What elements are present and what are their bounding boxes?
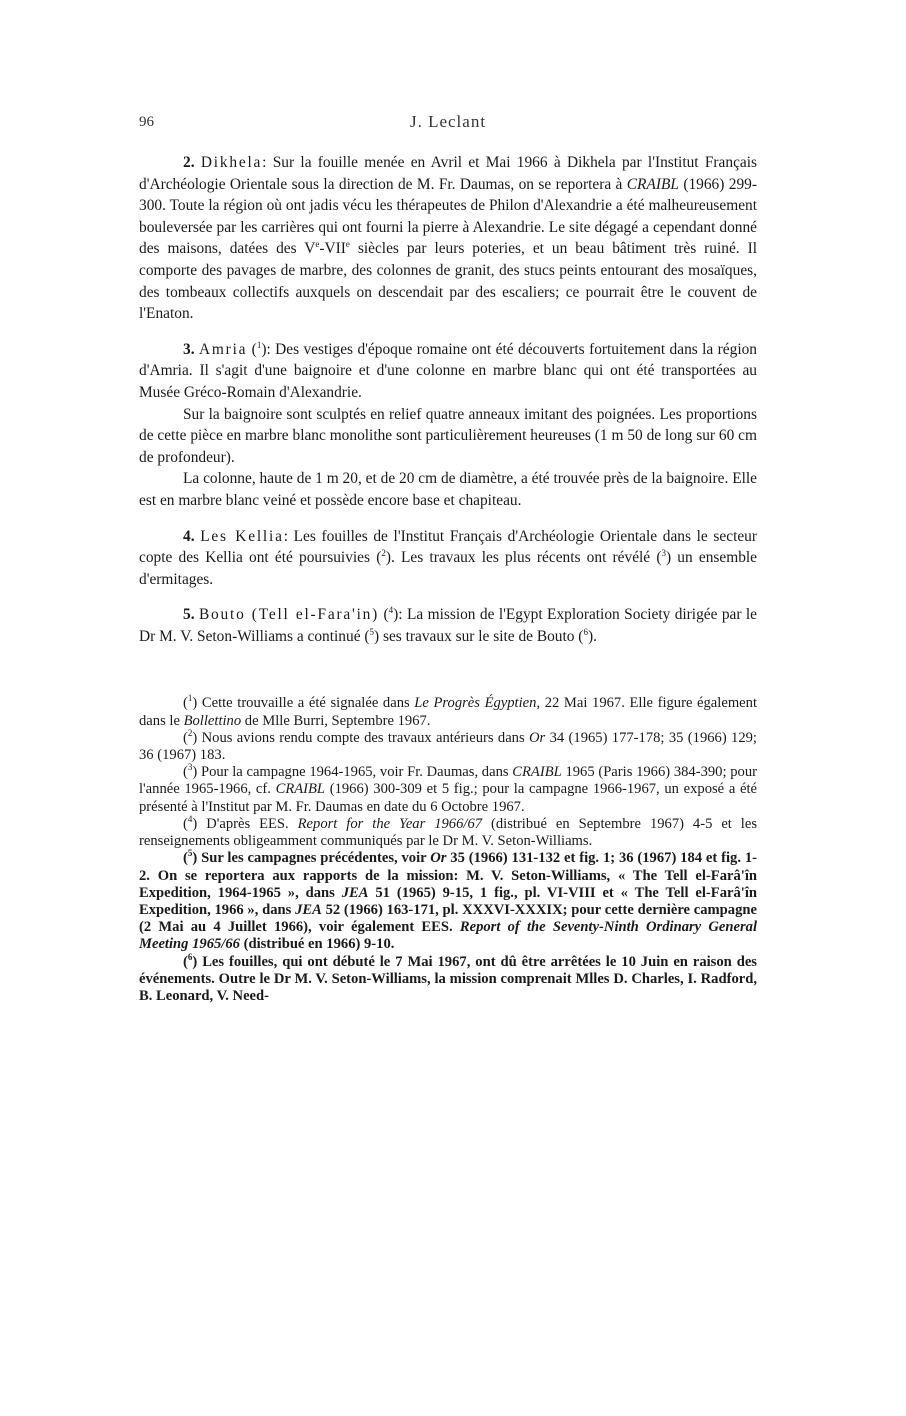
footnote-ref[interactable]: 1 <box>256 339 262 350</box>
page <box>139 110 757 1005</box>
footnote-ref[interactable]: 3 <box>661 547 666 558</box>
paragraph <box>139 526 757 591</box>
text-fragment: : Les fouilles de l'Institut Français d'Archéologie Orientale dans le secteur copte des Kellia ont été poursuivies ( <box>139 527 757 567</box>
section-place: Bouto (Tell el-Fara'in) <box>198 606 380 624</box>
text-fragment: 52 (1966) 163-171, pl. XXXVI-XXXIX; pour cette dernière campagne (2 Mai au 4 Juillet 1966), voir également EES. <box>139 901 757 936</box>
italic-title: Or <box>430 850 447 867</box>
text-fragment: siècles par leurs poteries, et un beau bâtiment très ruiné. Il comporte des pavages de marbre, des colonnes de granit, des stucs peints entourant des mosaïques, des tombeaux collectifs auxquels on descendait par des escaliers; ce pourrait être le couvent de l'Enaton. <box>139 240 758 323</box>
section-place: Les Kellia <box>200 527 284 545</box>
journal-title: CRAIBL <box>626 175 679 193</box>
superscript: e <box>345 239 350 250</box>
footnote-mark: 6 <box>187 951 193 962</box>
footnote-mark: 2 <box>187 728 193 739</box>
footnote-ref[interactable]: 5 <box>369 626 374 637</box>
paragraph: La colonne, haute de 1 m 20, et de 20 cm de diamètre, a été trouvée près de la baignoire. Elle est en marbre blanc veiné et possède encore base et chapiteau. <box>139 470 757 509</box>
running-head: J. Leclant <box>409 112 487 131</box>
text-fragment: ) un ensemble d'ermitages. <box>139 549 757 588</box>
text-fragment: 1965 (Paris 1966) 384-390; pour l'année 1965-1966, cf. <box>139 764 757 798</box>
section-number: 4. <box>183 527 195 545</box>
paragraph: Sur la baignoire sont sculptés en relief quatre anneaux imitant des poignées. Les proportions de cette pièce en marbre blanc monolithe sont particulièrement heureuses (1 m 50 de long sur 60 cm de profondeur). <box>139 405 757 466</box>
text-fragment: -VII <box>319 240 346 258</box>
text-fragment: (distribué en Septembre 1967) 4-5 et les renseignements obligeamment communiqués par le Dr M. V. Seton-Williams. <box>139 815 758 850</box>
page-number: 96 <box>139 114 154 130</box>
section-number: 5. <box>183 606 195 624</box>
section-number: 3. <box>183 340 195 358</box>
italic-title: JEA <box>295 901 322 918</box>
footnote-ref[interactable]: 4 <box>388 605 394 616</box>
text-fragment: D'après EES. <box>197 815 298 832</box>
footnote-mark: 5 <box>187 848 193 859</box>
footnote-2: ($^2$) Nous avions rendu compte des travaux antérieurs dans Or 34 (1965) 177-178; 35 (1966) 129; 36 (1967) 183. <box>139 728 757 764</box>
text-fragment: ). <box>587 627 597 645</box>
text-fragment: 34 (1965) 177-178; 35 (1966) 129; 36 (1967) 183. <box>139 729 757 764</box>
section-place: Dikhela <box>200 154 263 171</box>
text-fragment: Pour la campagne 1964-1965, voir Fr. Daumas, dans <box>197 764 513 781</box>
text-fragment: ( <box>379 606 389 624</box>
footnote-ref[interactable]: 6 <box>583 626 588 637</box>
text-fragment: : <box>262 154 273 171</box>
footnote-ref[interactable]: 2 <box>381 547 386 558</box>
page-header <box>139 110 757 140</box>
text-fragment: ) ses travaux sur le site de Bouto ( <box>374 627 584 645</box>
footnote-1: ($^1$) Cette trouvaille a été signalée dans Le Progrès Égyptien, 22 Mai 1967. Elle figure également dans le Bollettino de Mlle Burri, Septembre 1967. <box>139 693 757 729</box>
text-fragment: Les fouilles, qui ont débuté le 7 Mai 1967, ont dû être arrêtées le 10 Juin en raison des événements. Outre le Dr M. V. Seton-Williams, la mission comprenait Mlles D. Charles, I. Radford, B. Leonard, V. Need- <box>139 953 757 1004</box>
text-fragment: , 22 Mai 1967. Elle figure également dans le <box>139 695 757 729</box>
footnotes <box>139 695 757 1005</box>
text-fragment: 51 (1965) 9-15, 1 fig., pl. VI-VIII et « The Tell el-Farâ'în Expedition, 1966 », dans <box>139 884 757 918</box>
text-fragment: Nous avions rendu compte des travaux antérieurs dans <box>197 729 530 746</box>
section-kellia <box>139 526 757 591</box>
text-fragment: : Des vestiges d'époque romaine ont été découverts fortuitement dans la région d'Amria. Il s'agit d'une baignoire et d'une colonne en marbre blanc qui ont été transportées au Musée Gréco-Romain d'Alexandrie. <box>139 340 757 401</box>
section-bouto <box>139 604 757 647</box>
footnote-6: ($^6$) Les fouilles, qui ont débuté le 7 Mai 1967, ont dû être arrêtées le 10 Juin en raison des événements. Outre le Dr M. V. Seton-Williams, la mission comprenait Mlles D. Charles, I. Radford, B. Leonard, V. Need- <box>139 951 757 1004</box>
body-text <box>139 152 757 647</box>
italic-title: CRAIBL <box>275 781 326 798</box>
section-number: 2. <box>183 154 195 171</box>
text-fragment: Cette trouvaille a été signalée dans <box>197 695 415 712</box>
footnote-mark: 3 <box>187 762 193 773</box>
italic-title: Report of the Seventy-Ninth Ordinary General Meeting 1965/66 <box>139 919 757 953</box>
italic-title: Le Progrès Égyptien <box>414 695 537 712</box>
footnote-5: ($^5$) Sur les campagnes précédentes, voir Or 35 (1966) 131-132 et fig. 1; 36 (1967) 184 et fig. 1-2. On se reportera aux rapports de la mission: M. V. Seton-Williams, « The Tell el-Farâ'în Expedition, 1964-1965 », dans JEA 51 (1965) 9-15, 1 fig., pl. VI-VIII et « The Tell el-Farâ'în Expedition, 1966 », dans JEA 52 (1966) 163-171, pl. XXXVI-XXXIX; pour cette dernière campagne (2 Mai au 4 Juillet 1966), voir également EES. Report of the Seventy-Ninth Ordinary General Meeting 1965/66 (distribué en 1966) 9-10. <box>139 848 757 953</box>
section-place: Amria <box>198 340 248 358</box>
superscript: e <box>315 239 320 250</box>
text-fragment: ): La mission de l'Egypt Exploration Society dirigée par le Dr M. V. Seton-Williams a continué ( <box>139 606 758 645</box>
italic-title: JEA <box>341 884 369 901</box>
text-fragment: (1966) 300-309 et 5 fig.; pour la campagne 1966-1967, un exposé a été présenté à l'Institut par M. Fr. Daumas en date du 6 Octobre 1967. <box>139 781 757 815</box>
footnote-3: ($^3$) Pour la campagne 1964-1965, voir Fr. Daumas, dans CRAIBL 1965 (Paris 1966) 384-390; pour l'année 1965-1966, cf. CRAIBL (1966) 300-309 et 5 fig.; pour la campagne 1966-1967, un exposé a été présenté à l'Institut par M. Fr. Daumas en date du 6 Octobre 1967. <box>139 762 757 815</box>
italic-title: Bollettino <box>183 712 242 729</box>
section-dikhela <box>139 152 757 325</box>
italic-title: Or <box>529 729 546 746</box>
text-fragment: (1966) 299-300. Toute la région où ont jadis vécu les thérapeutes de Philon d'Alexandrie a été malheureusement bouleversée par les carrières qui ont fourni la pierre à Alexandrie. Le site dégagé a cependant donné des maisons, datées des V <box>139 175 757 258</box>
text-fragment: de Mlle Burri, Septembre 1967. <box>241 712 431 729</box>
italic-title: Report for the Year 1966/67 <box>297 815 483 832</box>
italic-title: CRAIBL <box>512 764 562 781</box>
text-fragment: 35 (1966) 131-132 et fig. 1; 36 (1967) 184 et fig. 1-2. On se reportera aux rapports de la mission: M. V. Seton-Williams, « The Tell el-Farâ'în Expedition, 1964-1965 », dans <box>139 850 757 901</box>
footnote-4: ($^4$) D'après EES. Report for the Year 1966/67 (distribué en Septembre 1967) 4-5 et les renseignements obligeamment communiqués par le Dr M. V. Seton-Williams. <box>139 814 758 850</box>
footnote-mark: 1 <box>187 693 193 704</box>
paragraph: 3. Amria ($^1$): Des vestiges d'époque romaine ont été découverts fortuitement dans la région d'Amria. Il s'agit d'une baignoire et d'une colonne en marbre blanc qui ont été transportées au Musée Gréco-Romain d'Alexandrie. <box>139 339 757 401</box>
footnote-mark: 4 <box>187 814 193 825</box>
text-fragment: ). Les travaux les plus récents ont révélé ( <box>385 549 662 567</box>
text-fragment: (distribué en 1966) 9-10. <box>239 936 395 953</box>
section-amria <box>139 339 757 512</box>
paragraph <box>139 604 757 647</box>
paragraph <box>139 152 757 325</box>
text-fragment: Sur les campagnes précédentes, voir <box>197 850 431 867</box>
text-fragment: Sur la fouille menée en Avril et Mai 1966 à Dikhela par l'Institut Français d'Archéologie Orientale sous la direction de M. Fr. Daumas, on se reportera à <box>139 154 758 193</box>
